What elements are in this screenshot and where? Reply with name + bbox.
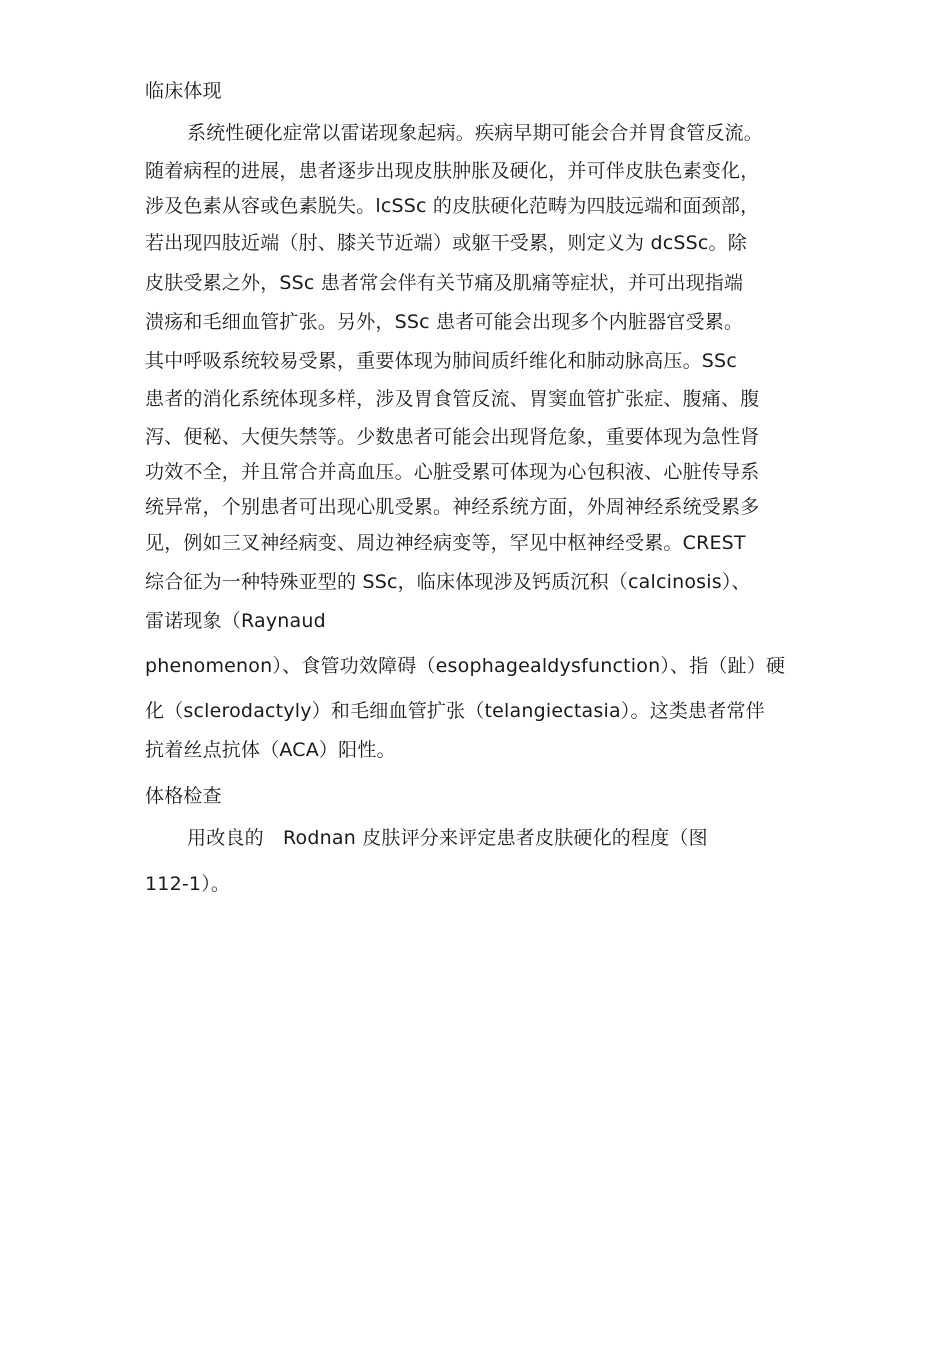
paragraph-line: 若出现四肢近端（肘、膝关节近端）或躯干受累，则定义为 dcSSc。除 [145, 232, 747, 254]
paragraph-line: 其中呼吸系统较易受累，重要体现为肺间质纤维化和肺动脉高压。SSc [145, 350, 737, 372]
paragraph-line: 112-1）。 [145, 873, 231, 895]
paragraph-line: 涉及色素从容或色素脱失。lcSSc 的皮肤硬化范畴为四肢远端和面颈部， [145, 195, 760, 217]
paragraph-line: 用改良的 Rodnan 皮肤评分来评定患者皮肤硬化的程度（图 [187, 827, 708, 849]
paragraph-line: phenomenon）、食管功效障碍（esophagealdysfunction）、指（趾）硬 [145, 655, 786, 677]
paragraph-line: 抗着丝点抗体（ACA）阳性。 [145, 739, 396, 761]
paragraph-line: 泻、便秘、大便失禁等。少数患者可能会出现肾危象，重要体现为急性肾 [145, 426, 760, 448]
paragraph-line: 随着病程的进展，患者逐步出现皮肤肿胀及硬化，并可伴皮肤色素变化， [145, 160, 760, 182]
paragraph-line: 功效不全，并且常合并高血压。心脏受累可体现为心包积液、心脏传导系 [145, 461, 760, 483]
paragraph-line: 综合征为一种特殊亚型的 SSc，临床体现涉及钙质沉积（calcinosis）、 [145, 571, 751, 593]
heading-clinical-manifestations: 临床体现 [145, 80, 222, 102]
paragraph-line: 溃疡和毛细血管扩张。另外，SSc 患者可能会出现多个内脏器官受累。 [145, 311, 744, 333]
paragraph-line: 见，例如三叉神经病变、周边神经病变等，罕见中枢神经受累。CREST [145, 532, 746, 554]
heading-physical-examination: 体格检查 [145, 785, 222, 807]
paragraph-line: 统异常，个别患者可出现心肌受累。神经系统方面，外周神经系统受累多 [145, 496, 760, 518]
paragraph-line: 雷诺现象（Raynaud [145, 610, 326, 632]
paragraph-line: 患者的消化系统体现多样，涉及胃食管反流、胃窦血管扩张症、腹痛、腹 [145, 388, 760, 410]
paragraph-line: 化（sclerodactyly）和毛细血管扩张（telangiectasia）。这类患者常伴 [145, 700, 765, 722]
paragraph-line: 皮肤受累之外，SSc 患者常会伴有关节痛及肌痛等症状，并可出现指端 [145, 272, 744, 294]
paragraph-line: 系统性硬化症常以雷诺现象起病。疾病早期可能会合并胃食管反流。 [187, 122, 764, 144]
